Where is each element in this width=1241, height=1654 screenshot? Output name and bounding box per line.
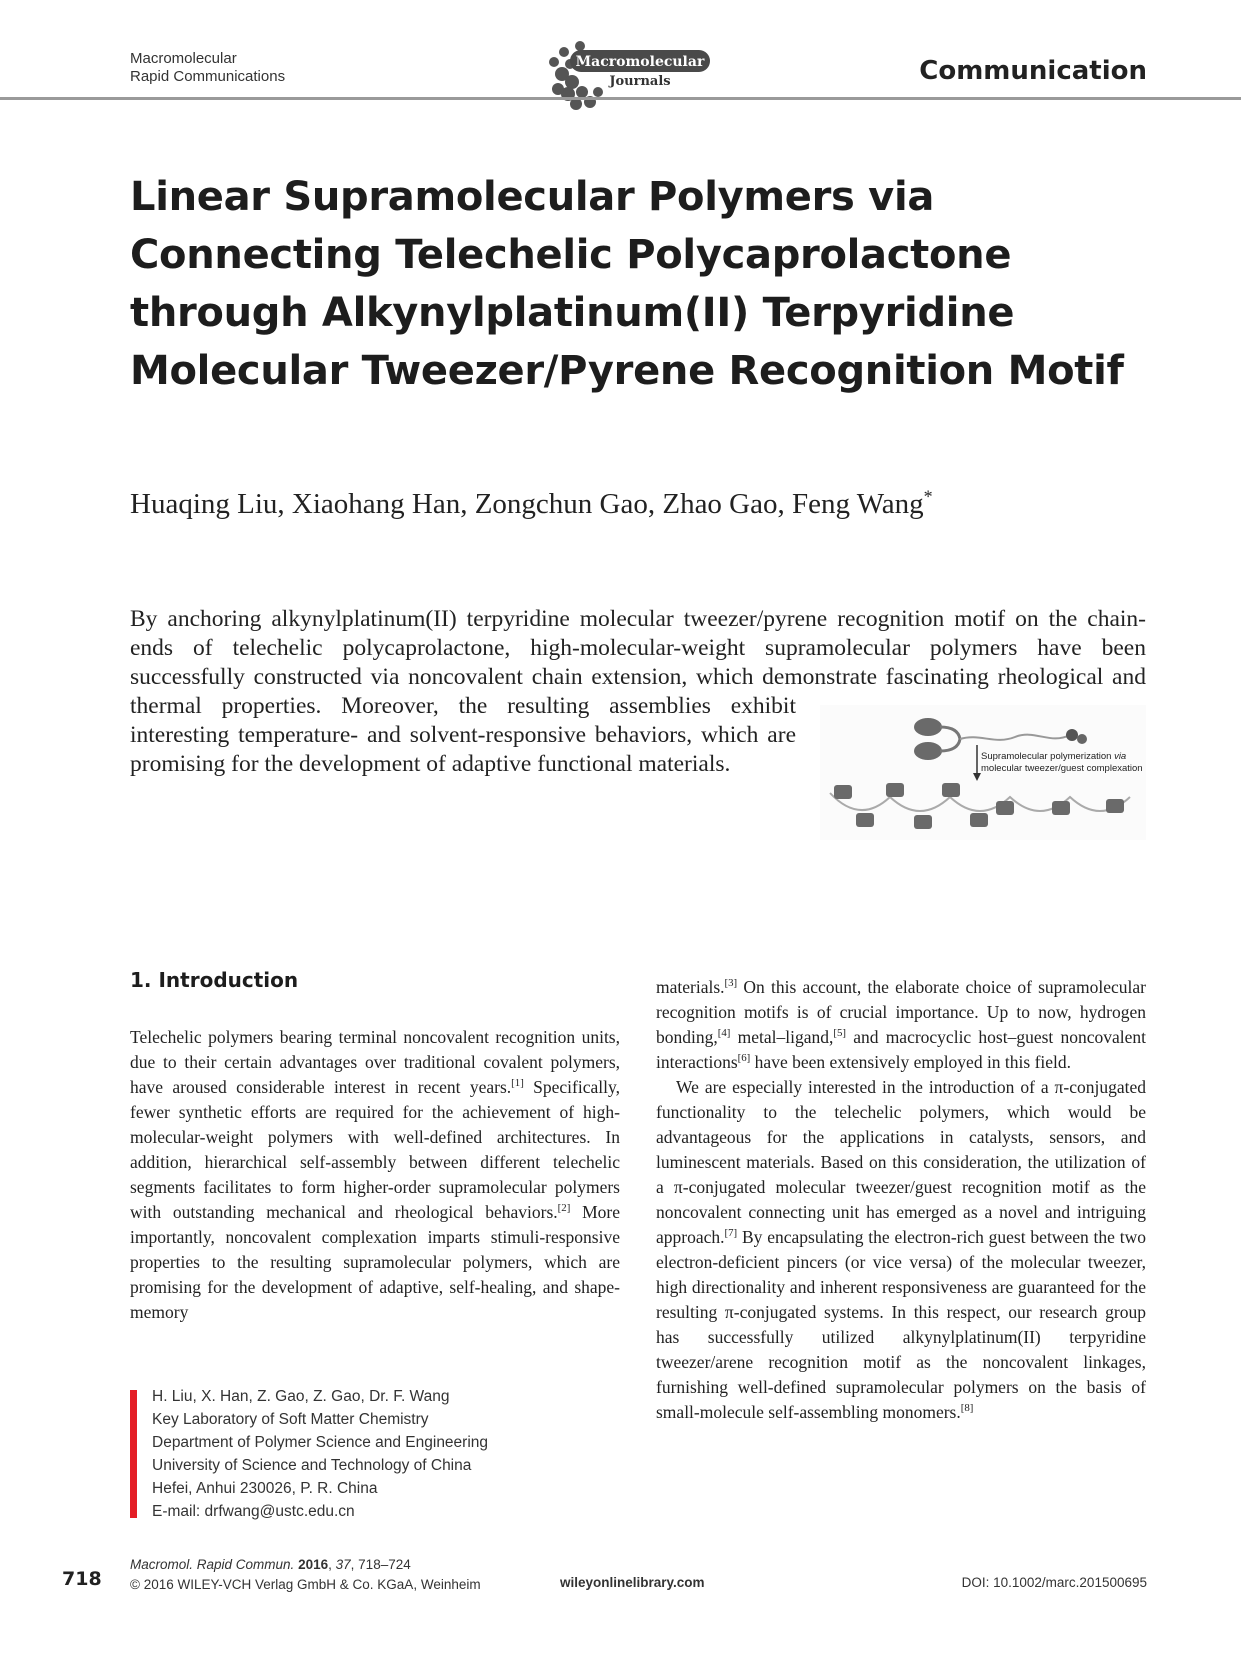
website-link[interactable]: wileyonlinelibrary.com [560, 1575, 705, 1590]
intro-paragraph-3: We are especially interested in the introduction of a π-conjugated functionality to the telechelic polymers, which would be advantageous for the applications in catalysts, sensors, and luminescent materials. Based on this consideration, the utilization of a π-conjugated molecular tweezer/guest recognition motif as the noncovalent connecting unit has emerged as a novel and intriguing approach.[7] By encapsulating the electron-rich guest between the two electron-deficient pincers (or vice versa) of the molecular tweezer, high directionality and inherent responsiveness are guaranteed for the resulting π-conjugated systems. In this respect, our research group has successfully utilized alkynylplatinum(II) terpyridine tweezer/arene recognition motif as the noncovalent linkages, furnishing well-defined supramolecular polymers on the basis of small-molecule self-assembling monomers.[8] [656, 1077, 1146, 1422]
intro-column-right [656, 975, 1146, 1425]
article-title: Linear Supramolecular Polymers via Connecting Telechelic Polycaprolactone through Alkynylplatinum(II) Terpyridine Molecular Tweezer/Pyrene Recognition Motif [130, 174, 1124, 394]
citation-pages: , 718–724 [350, 1557, 411, 1572]
author-names: Huaqing Liu, Xiaohang Han, Zongchun Gao, Zhao Gao, Feng Wang [130, 488, 924, 520]
citation-year: 2016 [298, 1557, 329, 1572]
citation-volume: 37 [335, 1557, 351, 1572]
intro-column-left [130, 1025, 620, 1325]
abstract-text: By anchoring alkynylplatinum(II) terpyridine molecular tweezer/pyrene recognition motif on the chain-ends of telechelic polycaprolactone, high-molecular-weight supramolecular polymers have been successfully constructed via noncovalent chain extension, which demonstrate fascinating rheological and thermal properties. Moreover, the resulting assemblies exhibit interesting temperature- and solvent-responsive behaviors, which are promising for the development of adaptive functional materials. [130, 606, 1146, 777]
intro-paragraph-2: materials.[3] On this account, the elaborate choice of supramolecular recognition motifs is of crucial importance. Up to now, hydrogen bonding,[4] metal–ligand,[5] and macrocyclic host–guest noncovalent interactions[6] have been extensively employed in this field. [656, 977, 1146, 1072]
citation-ref: [3] [724, 977, 738, 990]
introduction-heading: 1. Introduction [130, 968, 299, 992]
toc-caption-line2: molecular tweezer/guest complexation [981, 763, 1143, 774]
author-list [130, 488, 933, 521]
citation-ref: [1] [511, 1077, 524, 1090]
citation-ref: [2] [557, 1202, 571, 1215]
doi[interactable]: DOI: 10.1002/marc.201500695 [961, 1575, 1147, 1590]
header-rule [0, 97, 1241, 100]
citation-ref: [6] [737, 1052, 751, 1065]
journal-name-line1: Macromolecular [130, 50, 237, 67]
section-label: Communication [919, 56, 1147, 86]
affiliation-dept: Department of Polymer Science and Engineering [152, 1434, 489, 1451]
logo-text-line2: Journals [609, 74, 671, 89]
citation-footer: Macromol. Rapid Commun. 2016, 37, 718–724 © 2016 WILEY-VCH Verlag GmbH & Co. KGaA, Weinheim [130, 1555, 481, 1595]
citation-ref: [4] [717, 1027, 731, 1040]
affiliation-university: University of Science and Technology of China [152, 1457, 472, 1474]
affiliation-names: H. Liu, X. Han, Z. Gao, Z. Gao, Dr. F. Wang [152, 1388, 450, 1405]
intro-paragraph-1: Telechelic polymers bearing terminal noncovalent recognition units, due to their certain advantages over traditional covalent polymers, have aroused considerable interest in recent years.[1] Specifically, fewer synthetic efforts are required for the achievement of high-molecular-weight polymers with well-defined architectures. In addition, hierarchical self-assembly between different telechelic segments facilitates to form higher-order supramolecular polymers with outstanding mechanical and rheological behaviors.[2] More importantly, noncovalent complexation imparts stimuli-responsive properties to the resulting supramolecular polymers, which are promising for the development of adaptive, self-healing, and shape-memory [130, 1027, 620, 1322]
affiliation-lab: Key Laboratory of Soft Matter Chemistry [152, 1411, 429, 1428]
copyright: © 2016 WILEY-VCH Verlag GmbH & Co. KGaA, Weinheim [130, 1577, 481, 1592]
journal-name-line2: Rapid Communications [130, 68, 286, 85]
citation-ref: [8] [960, 1402, 974, 1415]
logo-text-line1: Macromolecular [575, 54, 705, 70]
journal-name [130, 50, 285, 86]
journal-abbrev: Macromol. Rapid Commun. [130, 1557, 295, 1572]
affiliation-accent-bar [130, 1390, 137, 1518]
page-number: 718 [62, 1568, 102, 1590]
citation-ref: [7] [724, 1227, 738, 1240]
citation-ref: [5] [833, 1027, 847, 1040]
affiliation-city: Hefei, Anhui 230026, P. R. China [152, 1480, 378, 1497]
corresponding-mark: * [923, 486, 933, 507]
macromolecular-journals-logo [540, 34, 720, 114]
toc-caption-line1: Supramolecular polymerization via [981, 751, 1127, 762]
affiliation-email[interactable]: E-mail: drfwang@ustc.edu.cn [152, 1503, 355, 1520]
toc-graphic [820, 705, 1146, 840]
affiliation-block [152, 1385, 488, 1523]
